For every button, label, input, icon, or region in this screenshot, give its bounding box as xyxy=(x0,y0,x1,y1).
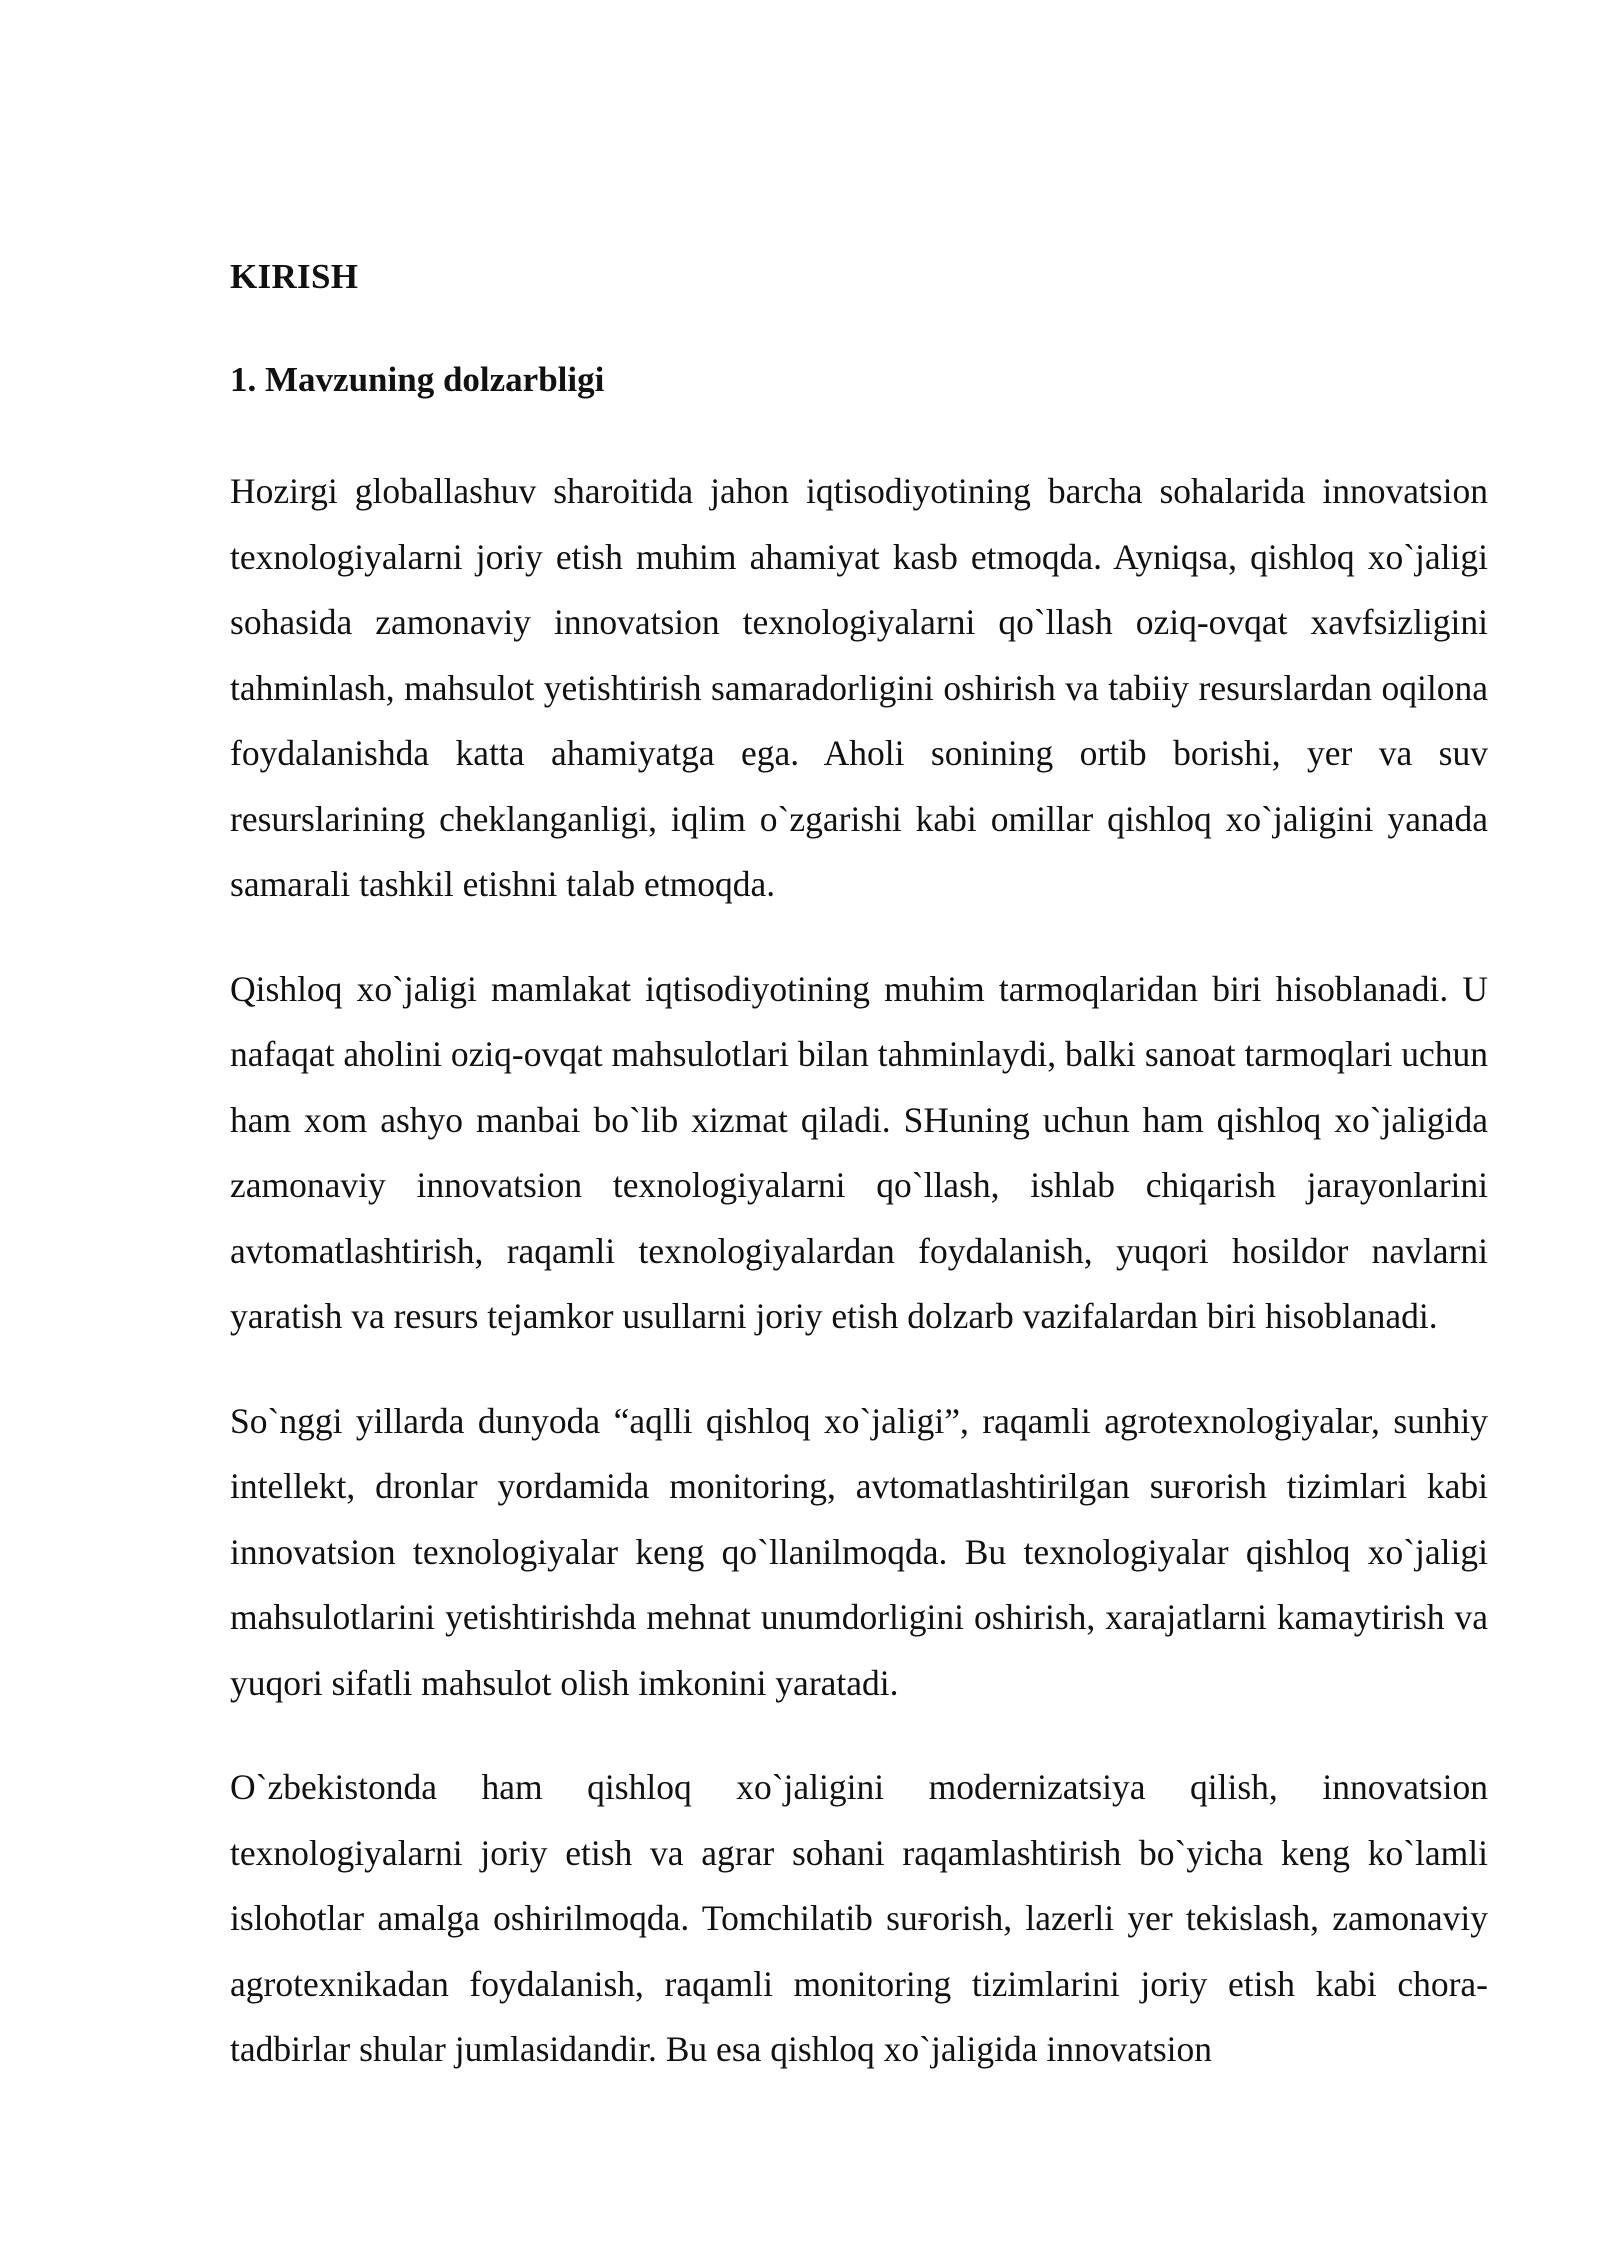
section-heading: 1. Mavzuning dolzarbligi xyxy=(230,360,605,399)
paragraph: Hozirgi globallashuv sharoitida jahon iqtisodiyotining barcha sohalarida innovatsion texnologiyalarni joriy etish muhim ahamiyat kasb etmoqda. Ayniqsa, qishloq xo`jaligi sohasida zamonaviy innovatsion texnologiyalarni qo`llash oziq-ovqat xavfsizligini tahminlash, mahsulot yetishtirish samaradorligini oshirish va tabiiy resurslardan oqilona foydalanishda katta ahamiyatga ega. Aholi sonining ortib borishi, yer va suv resurslarining cheklanganligi, iqlim o`zgarishi kabi omillar qishloq xo`jaligini yanada samarali tashkil etishni talab etmoqda. xyxy=(230,471,1488,904)
paragraph: So`nggi yillarda dunyoda “aqlli qishloq xo`jaligi”, raqamli agrotexnologiyalar, sunhiy intellekt, dronlar yordamida monitoring, avtomatlashtirilgan suғorish tizimlari kabi innovatsion texnologiyalar keng qo`llanilmoqda. Bu texnologiyalar qishloq xo`jaligi mahsulotlarini yetishtirishda mehnat unumdorligini oshirish, xarajatlarni kamaytirish va yuqori sifatli mahsulot olish imkonini yaratadi. xyxy=(230,1400,1488,1703)
paragraph: O`zbekistonda ham qishloq xo`jaligini modernizatsiya qilish, innovatsion texnologiyalarni joriy etish va agrar sohani raqamlashtirish bo`yicha keng ko`lamli islohotlar amalga oshirilmoqda. Tomchilatib suғorish, lazerli yer tekislash, zamonaviy agrotexnikadan foydalanish, raqamli monitoring tizimlarini joriy etish kabi chora-tadbirlar shular jumlasidandir. Bu esa qishloq xo`jaligida innovatsion xyxy=(230,1767,1488,2069)
document-heading: KIRISH xyxy=(230,257,359,296)
document-body xyxy=(230,459,1488,2122)
paragraph: Qishloq xo`jaligi mamlakat iqtisodiyotining muhim tarmoqlaridan biri hisoblanadi. U nafaqat aholini oziq-ovqat mahsulotlari bilan tahminlaydi, balki sanoat tarmoqlari uchun ham xom ashyo manbai bo`lib xizmat qiladi. SHuning uchun ham qishloq xo`jaligida zamonaviy innovatsion texnologiyalarni qo`llash, ishlab chiqarish jarayonlarini avtomatlashtirish, raqamli texnologiyalardan foydalanish, yuqori hosildor navlarni yaratish va resurs tejamkor usullarni joriy etish dolzarb vazifalardan biri hisoblanadi. xyxy=(230,968,1488,1336)
